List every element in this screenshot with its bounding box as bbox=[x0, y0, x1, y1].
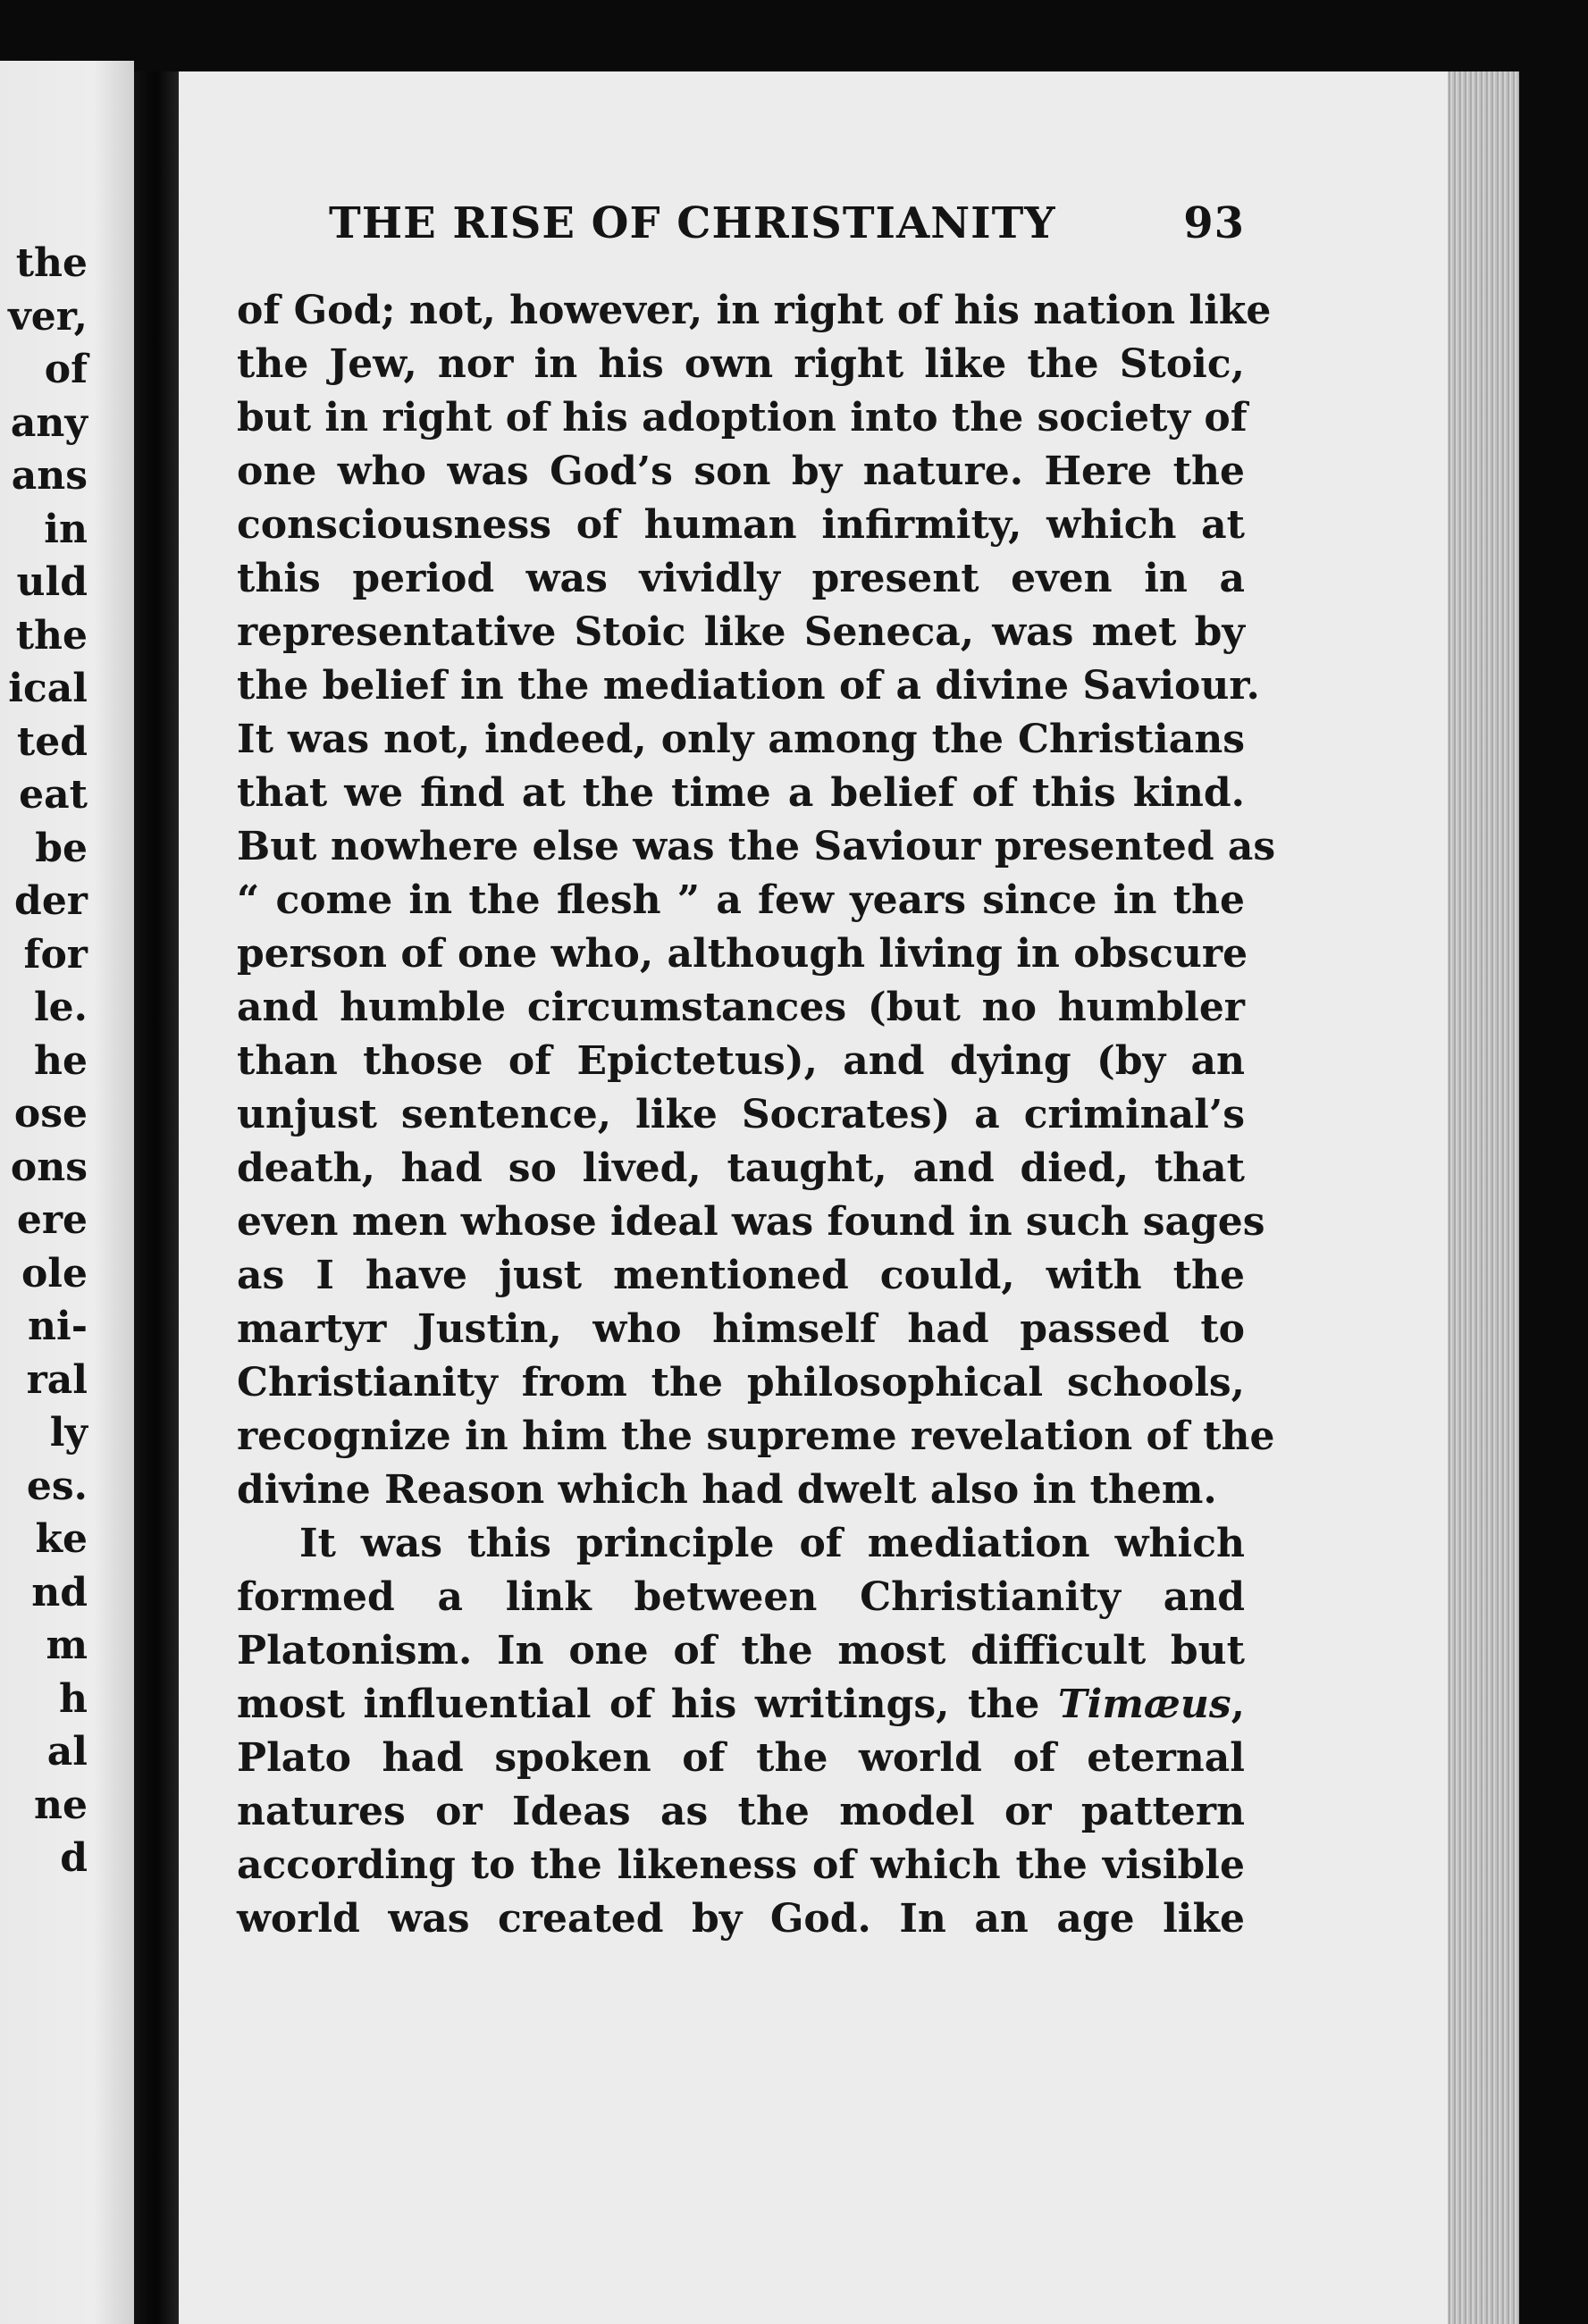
facing-page-text-fragment: ral bbox=[26, 1356, 88, 1403]
facing-page-text-fragment: ke bbox=[35, 1516, 88, 1562]
text-line: recognize in him the supreme revelation of the bbox=[237, 1414, 1275, 1459]
text-line: person of one who, although living in obscure bbox=[237, 931, 1248, 977]
facing-page-text-fragment: nd bbox=[31, 1569, 88, 1615]
facing-page-text-fragment: es. bbox=[26, 1463, 88, 1509]
facing-page-text-fragment: al bbox=[46, 1729, 88, 1774]
facing-page-text-fragment: he bbox=[34, 1037, 88, 1084]
text-line: that we find at the time a belief of this kind. bbox=[237, 770, 1245, 816]
text-line: natures or Ideas as the model or pattern bbox=[237, 1789, 1245, 1834]
text-line: consciousness of human infirmity, which at bbox=[237, 502, 1245, 548]
text-line: divine Reason which had dwelt also in them. bbox=[237, 1467, 1217, 1513]
text-line: It was not, indeed, only among the Christians bbox=[237, 717, 1245, 762]
text-line: even men whose ideal was found in such sages bbox=[237, 1199, 1265, 1245]
text-line: “ come in the flesh ” a few years since in the bbox=[237, 877, 1245, 923]
page-body bbox=[237, 284, 1276, 1946]
text-line: Plato had spoken of the world of eternal bbox=[237, 1735, 1245, 1781]
facing-page-text-fragment: ose bbox=[13, 1091, 88, 1137]
facing-page-text-fragment: ted bbox=[16, 718, 88, 765]
text-line: the Jew, nor in his own right like the Stoic, bbox=[237, 341, 1245, 387]
facing-page-text-fragment: ons bbox=[10, 1144, 88, 1190]
text-line: world was created by God. In an age like bbox=[237, 1896, 1245, 1942]
page-number: 93 bbox=[1183, 198, 1245, 248]
text-line: Platonism. In one of the most difficult but bbox=[237, 1628, 1245, 1674]
facing-page-text-fragment: the bbox=[15, 240, 88, 286]
text-line: and humble circumstances (but no humbler bbox=[237, 985, 1245, 1030]
text-line: of God; not, however, in right of his nation like bbox=[237, 288, 1272, 333]
text-line: the belief in the mediation of a divine Saviour. bbox=[237, 663, 1260, 709]
facing-page-text-fragment: for bbox=[23, 931, 88, 977]
running-header-title: THE RISE OF CHRISTIANITY bbox=[329, 198, 1056, 248]
text-line: It was this principle of mediation which bbox=[299, 1521, 1245, 1566]
facing-page-text-fragment: le. bbox=[33, 985, 88, 1030]
facing-page-text-fragment: ical bbox=[8, 666, 88, 711]
text-line: but in right of his adoption into the society of bbox=[237, 395, 1248, 440]
facing-page-text-fragment: m bbox=[46, 1623, 88, 1668]
facing-page-text-fragment: ly bbox=[49, 1410, 88, 1456]
facing-page-text-fragment: ne bbox=[34, 1782, 88, 1828]
text-line: Christianity from the philosophical schools, bbox=[237, 1360, 1245, 1405]
facing-page-text-fragment: of bbox=[44, 347, 88, 392]
text-line: death, had so lived, taught, and died, that bbox=[237, 1145, 1245, 1191]
scan-edge-shadow bbox=[1519, 71, 1588, 2324]
text-line: martyr Justin, who himself had passed to bbox=[237, 1306, 1245, 1352]
text-line: representative Stoic like Seneca, was met by bbox=[237, 609, 1245, 655]
facing-page-text-fragment: ere bbox=[16, 1197, 88, 1243]
facing-page-text-fragment: in bbox=[44, 506, 88, 552]
running-header bbox=[329, 198, 1245, 252]
facing-page-fragment bbox=[0, 61, 134, 2324]
facing-page-text-fragment: ni- bbox=[28, 1304, 88, 1349]
book-gutter bbox=[134, 71, 179, 2324]
text-line: than those of Epictetus), and dying (by an bbox=[237, 1038, 1245, 1084]
facing-page-text-fragment: ver, bbox=[8, 293, 88, 340]
text-line: But nowhere else was the Saviour presented as bbox=[237, 824, 1276, 869]
text-line: formed a link between Christianity and bbox=[237, 1574, 1245, 1620]
facing-page-text-fragment: any bbox=[10, 399, 88, 446]
facing-page-text-fragment: the bbox=[15, 612, 88, 659]
text-line: most influential of his writings, the Timæus, bbox=[237, 1682, 1245, 1727]
facing-page-text-fragment: ans bbox=[11, 453, 88, 499]
page-stack-edge bbox=[1448, 71, 1519, 2324]
facing-page-text-fragment: d bbox=[60, 1835, 88, 1881]
facing-page-text-fragment: der bbox=[14, 878, 88, 924]
text-line: unjust sentence, like Socrates) a criminal’s bbox=[237, 1092, 1245, 1137]
facing-page-text-fragment: eat bbox=[19, 772, 88, 818]
facing-page-text-fragment: h bbox=[59, 1675, 88, 1722]
text-line: as I have just mentioned could, with the bbox=[237, 1253, 1245, 1298]
text-line: this period was vividly present even in a bbox=[237, 556, 1245, 601]
text-line: one who was God’s son by nature. Here the bbox=[237, 449, 1245, 494]
facing-page-text-fragment: uld bbox=[16, 559, 88, 605]
facing-page-text-fragment: be bbox=[35, 825, 88, 871]
text-line: according to the likeness of which the visible bbox=[237, 1842, 1245, 1888]
facing-page-text-fragment: ole bbox=[21, 1250, 88, 1296]
book-title-italic: Timæus bbox=[1057, 1682, 1231, 1727]
